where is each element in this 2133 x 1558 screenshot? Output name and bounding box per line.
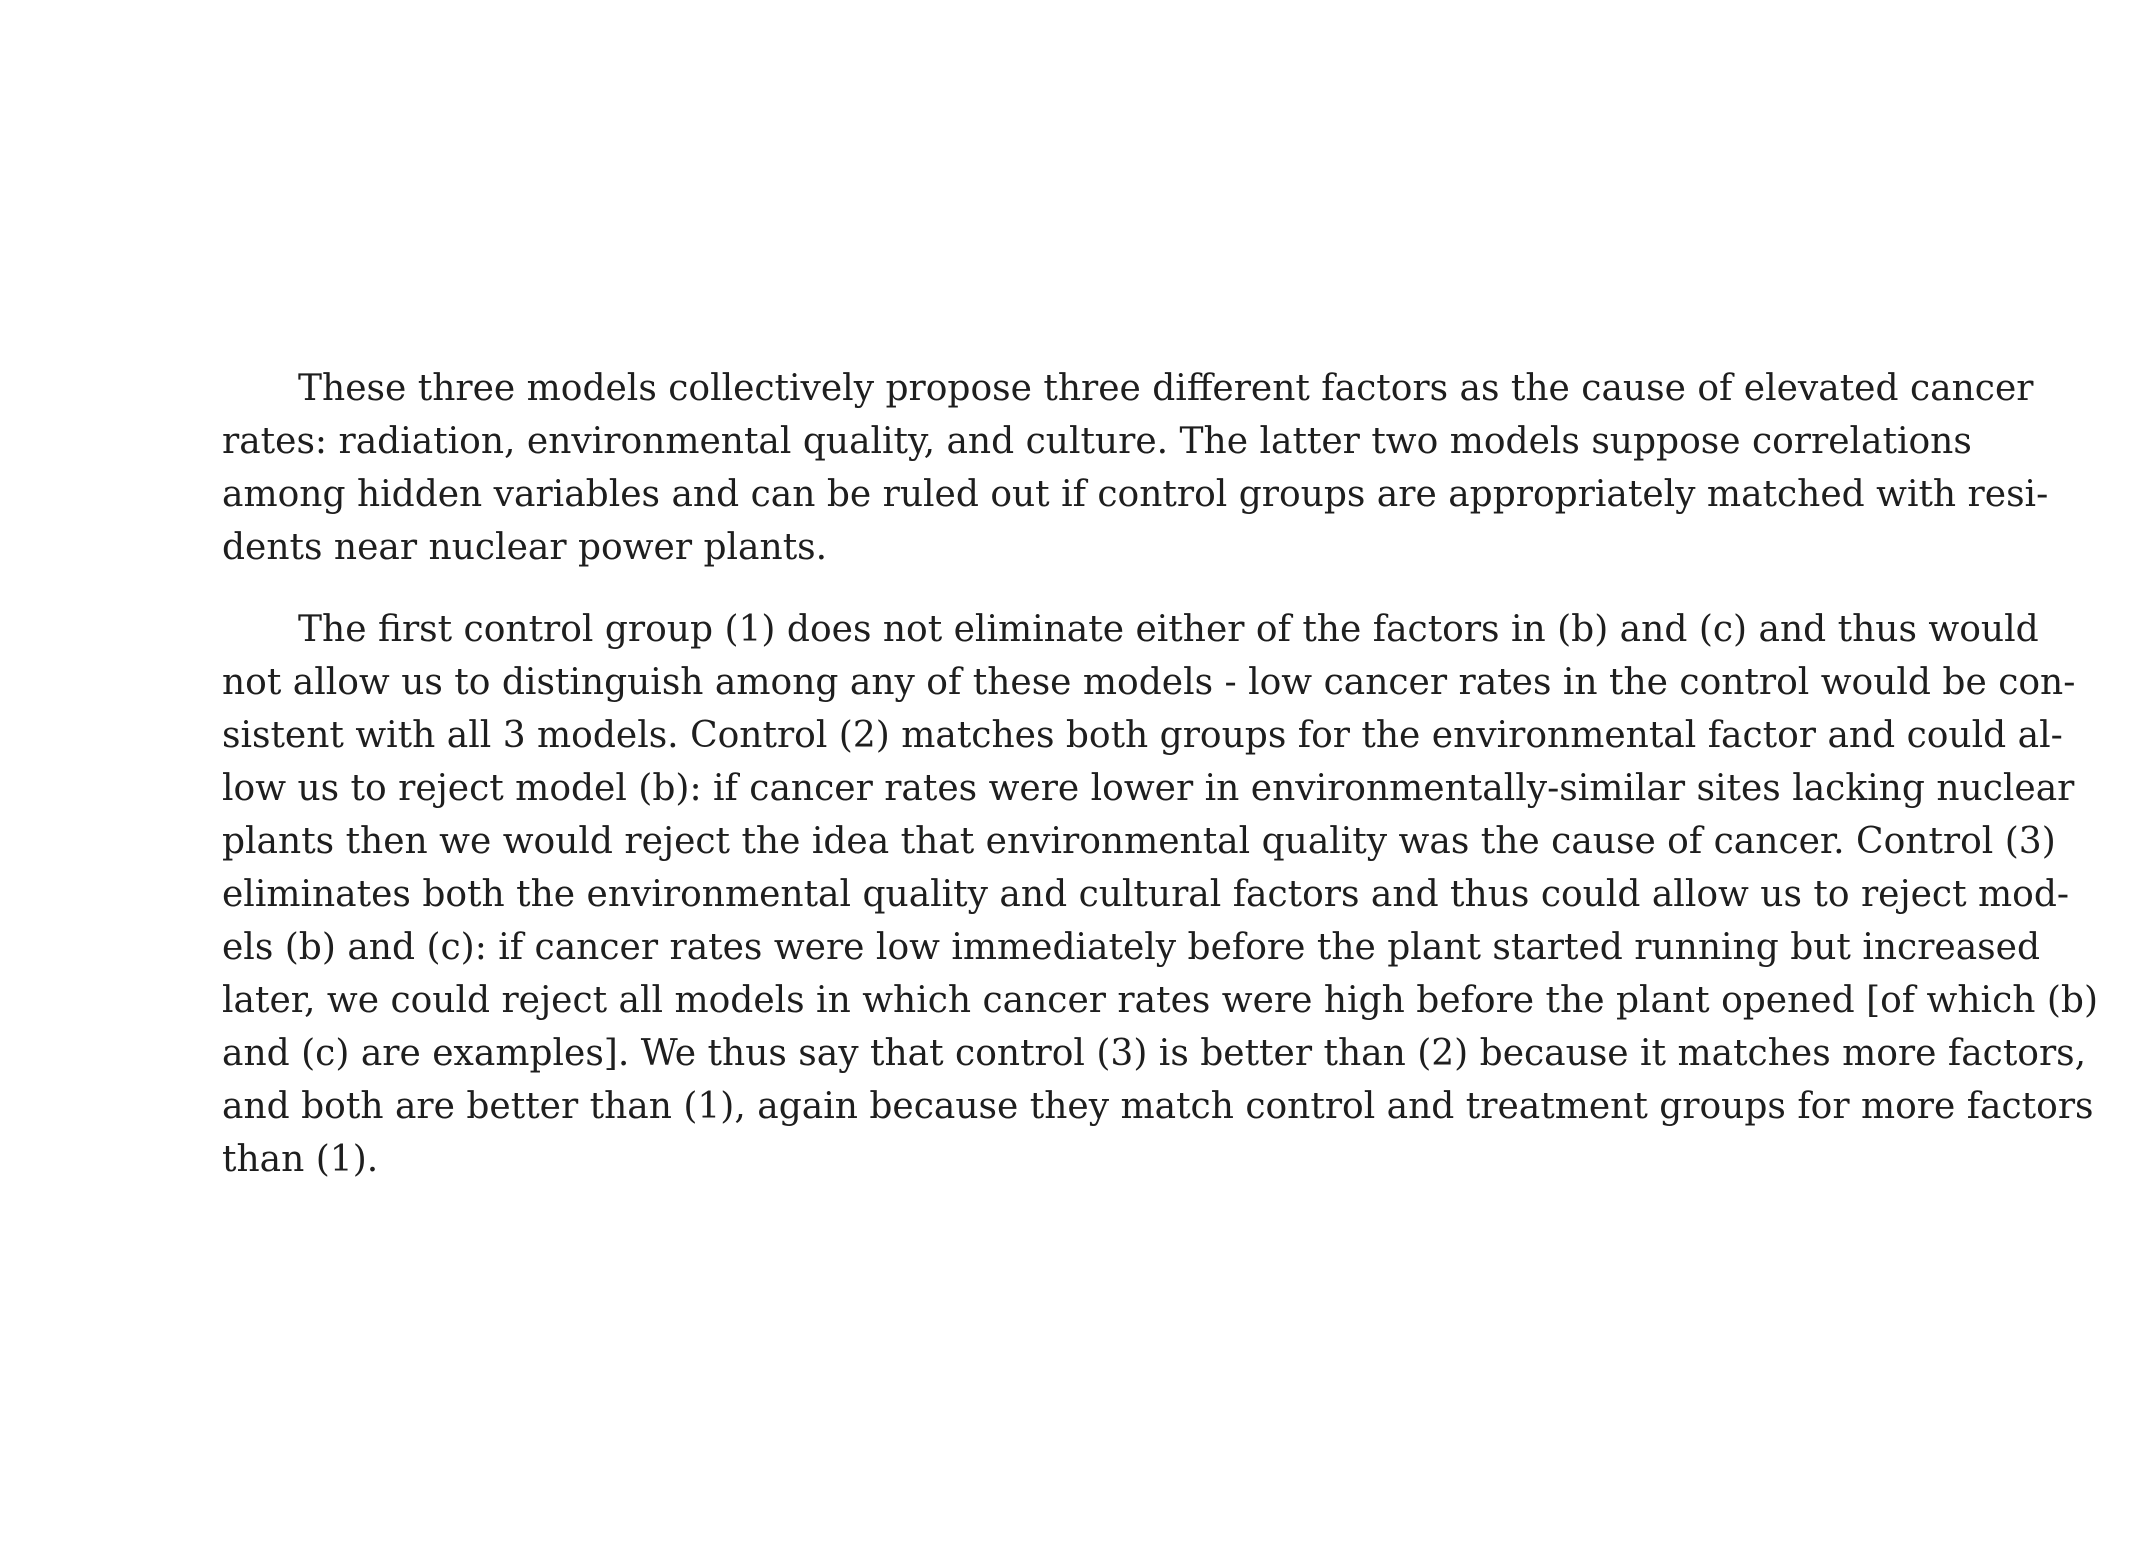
- text-line: eliminates both the environmental quality and cultural factors and thus could allow us to reject mod-: [222, 874, 2070, 915]
- text-line: not allow us to distinguish among any of these models - low cancer rates in the control would be con-: [222, 662, 2076, 703]
- text-line: and both are better than (1), again because they match control and treatment groups for more factors: [222, 1086, 2094, 1127]
- text-line: low us to reject model (b): if cancer rates were lower in environmentally-similar sites lacking nuclear: [222, 768, 2075, 809]
- document-body: [222, 362, 2098, 1186]
- text-line: sistent with all 3 models. Control (2) matches both groups for the environmental factor and could al-: [222, 715, 2063, 756]
- text-line: rates: radiation, environmental quality, and culture. The latter two models suppose correlations: [222, 421, 1972, 462]
- text-line: els (b) and (c): if cancer rates were low immediately before the plant started running but increased: [222, 927, 2040, 968]
- paragraph-1: [222, 362, 2049, 574]
- text-line: These three models collectively propose three different factors as the cause of elevated cancer: [298, 368, 2034, 409]
- text-line: The first control group (1) does not eliminate either of the factors in (b) and (c) and thus would: [298, 609, 2039, 650]
- text-line: than (1).: [222, 1139, 379, 1180]
- text-line: and (c) are examples]. We thus say that control (3) is better than (2) because it matches more factors,: [222, 1033, 2087, 1074]
- paragraph-2: [222, 603, 2098, 1186]
- text-line: plants then we would reject the idea that environmental quality was the cause of cancer. Control (3): [222, 821, 2056, 862]
- text-line: among hidden variables and can be ruled out if control groups are appropriately matched with resi-: [222, 474, 2049, 515]
- text-line: dents near nuclear power plants.: [222, 527, 828, 568]
- text-line: later, we could reject all models in which cancer rates were high before the plant opened [of which (b): [222, 980, 2098, 1021]
